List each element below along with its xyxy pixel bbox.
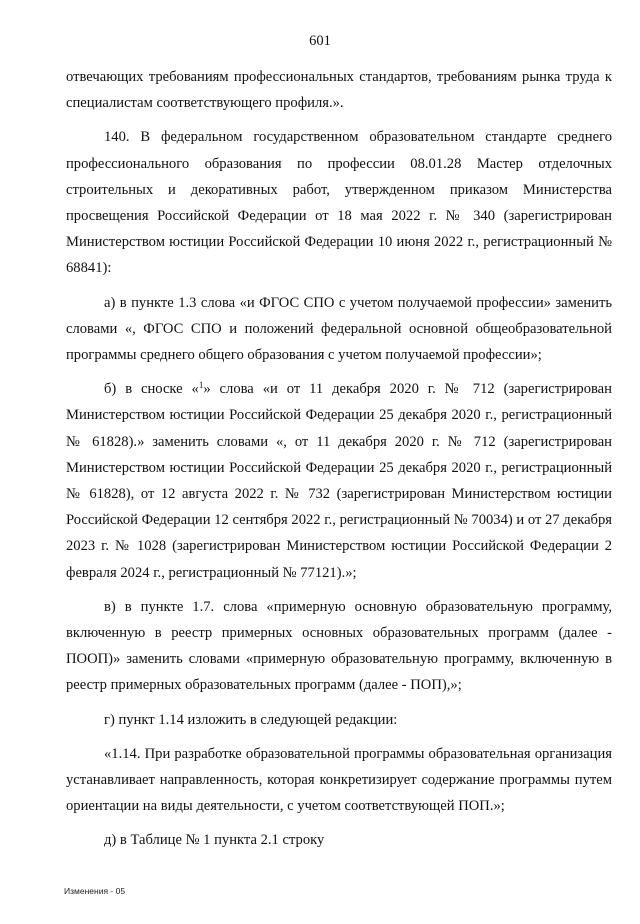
paragraph-text: б) в сноске «	[104, 381, 199, 398]
footer-revision-label: Изменения - 05	[64, 886, 126, 896]
paragraph-sub-g	[66, 707, 612, 733]
paragraph-sub-d	[66, 827, 612, 853]
document-body	[66, 64, 612, 854]
paragraph-continuation	[66, 64, 612, 116]
paragraph-text: 140. В федеральном государственном образовательном стандарте среднего профессионального образования по профессии 08.01.28 Мастер отделочных строительных и декоративных работ, утвержденном приказом Министерства просвещения Российской Федерации от 18 мая 2022 г. № 340 (зарегистрирован Министерством юстиции Российской Федерации 10 июня 2022 г., регистрационный № 68841):	[66, 129, 612, 277]
paragraph-quote-1-14	[66, 741, 612, 820]
paragraph-item-140	[66, 124, 612, 281]
paragraph-text: д) в Таблице № 1 пункта 2.1 строку	[104, 832, 325, 849]
paragraph-text: г) пункт 1.14 изложить в следующей редакции:	[104, 711, 398, 728]
paragraph-text: » слова «и от 11 декабря 2020 г. № 712 (зарегистрирован Министерством юстиции Российской Федерации 25 декабря 2020 г., регистрационный № 61828).» заменить словами «, от 11 декабря 2020 г. № 712 (зарегистрирован Министерством юстиции Российской Федерации 25 декабря 2020 г., регистрационный № 61828), от 12 августа 2022 г. № 732 (зарегистрирован Министерством юстиции Российской Федерации 12 сентября 2022 г., регистрационный № 70034) и от 27 декабря 2023 г. № 1028 (зарегистрирован Министерством юстиции Российской Федерации 2 февраля 2024 г., регистрационный № 77121).»;	[66, 381, 612, 581]
page-number: 601	[309, 33, 331, 49]
paragraph-text: в) в пункте 1.7. слова «примерную основную образовательную программу, включенную в реестр примерных основных образовательных программ (далее - ПООП)» заменить словами «примерную образовательную программу, включенную в реестр примерных образовательных программ (далее - ПОП),»;	[66, 598, 612, 694]
footnote-marker: 1	[198, 380, 204, 391]
paragraph-sub-a	[66, 290, 612, 369]
paragraph-text: «1.14. При разработке образовательной программы образовательная организация устанавливает направленность, которая конкретизирует содержание программы путем ориентации на виды деятельности, с учетом соответствующей ПОП.»;	[66, 745, 612, 815]
paragraph-sub-b	[66, 376, 612, 586]
paragraph-text: отвечающих требованиям профессиональных стандартов, требованиям рынка труда к специалистам соответствующего профиля.».	[66, 69, 612, 112]
paragraph-sub-v	[66, 594, 612, 699]
paragraph-text: а) в пункте 1.3 слова «и ФГОС СПО с учетом получаемой профессии» заменить словами «, ФГОС СПО и положений федеральной основной общеобразовательной программы среднего общего образования с учетом получаемой профессии»;	[66, 294, 612, 364]
